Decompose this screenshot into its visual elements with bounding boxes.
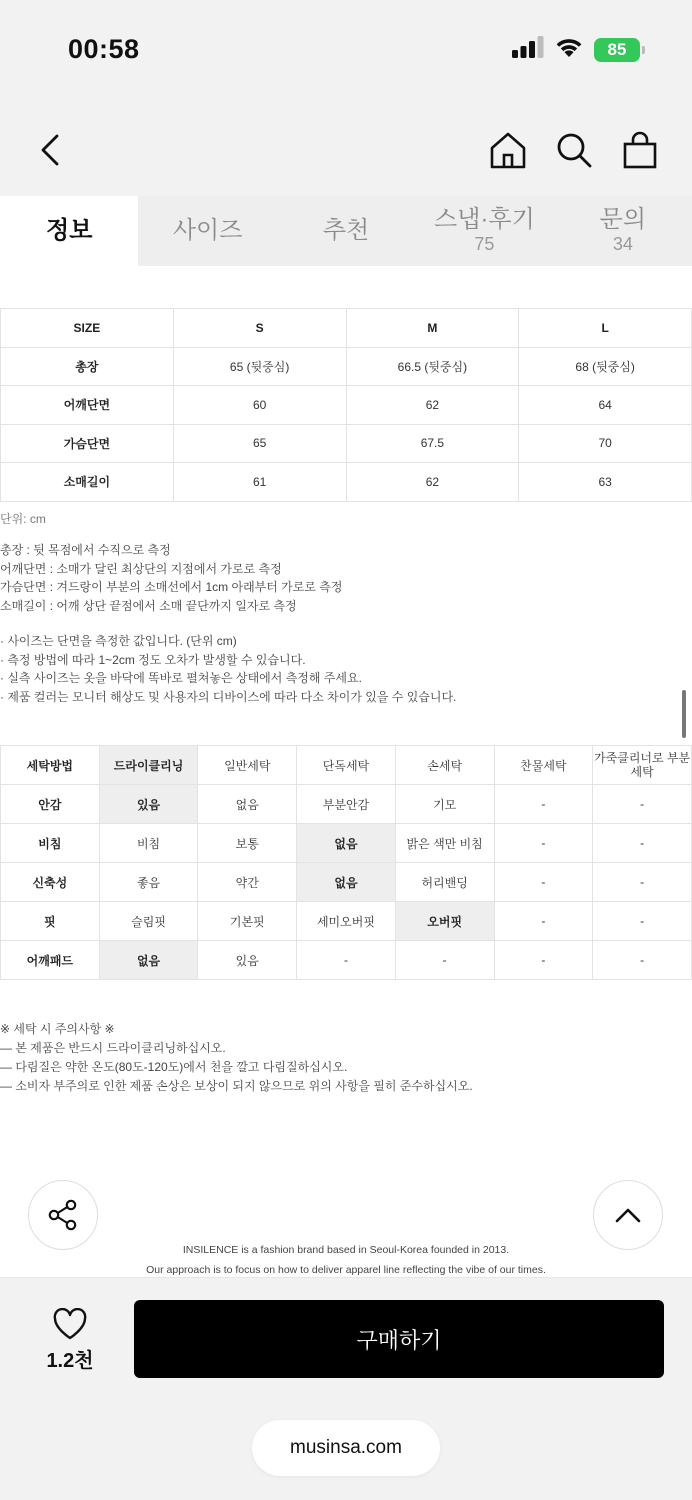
measure-notes xyxy=(0,541,342,615)
table-cell: 63 xyxy=(519,463,692,502)
row-label: 핏 xyxy=(1,902,100,941)
table-cell: - xyxy=(593,824,692,863)
note-line: — 다림질은 약한 온도(80도-120도)에서 천을 깔고 다림질하십시오. xyxy=(0,1060,348,1074)
note-line: — 본 제품은 반드시 드라이클리닝하십시오. xyxy=(0,1041,226,1055)
row-label: 가슴단면 xyxy=(1,424,174,463)
note-line: 가슴단면 : 겨드랑이 부분의 소매선에서 1cm 아래부터 가로로 측정 xyxy=(0,580,343,594)
table-cell: - xyxy=(593,902,692,941)
home-icon xyxy=(488,130,528,170)
table-cell: 있음 xyxy=(99,785,198,824)
table-row xyxy=(1,463,692,502)
table-cell: 약간 xyxy=(198,863,297,902)
table-header: SIZE xyxy=(1,309,174,348)
tab-snap-review[interactable] xyxy=(415,196,553,266)
table-row xyxy=(1,424,692,463)
product-tabs xyxy=(0,196,692,266)
tab-label: 추천 xyxy=(322,216,370,244)
wifi-icon xyxy=(554,36,584,63)
row-label: 비침 xyxy=(1,824,100,863)
table-cell: - xyxy=(593,785,692,824)
table-cell: - xyxy=(297,941,396,980)
note-line: — 소비자 부주의로 인한 제품 손상은 보상이 되지 않으므로 위의 사항을 필히 준수하십시오. xyxy=(0,1079,473,1093)
table-cell: 없음 xyxy=(297,824,396,863)
share-icon xyxy=(46,1198,80,1232)
note-line: · 사이즈는 단면을 측정한 값입니다. (단위 cm) xyxy=(0,634,237,648)
row-label: 안감 xyxy=(1,785,100,824)
table-cell: - xyxy=(494,941,593,980)
size-notes xyxy=(0,632,456,706)
tab-label: 정보 xyxy=(46,216,93,244)
cart-button[interactable] xyxy=(618,128,662,172)
table-row xyxy=(1,824,692,863)
back-button[interactable] xyxy=(30,128,70,172)
tab-count: 75 xyxy=(474,234,495,255)
table-header: 손세탁 xyxy=(395,746,494,785)
table-row xyxy=(1,941,692,980)
tab-label: 사이즈 xyxy=(172,216,243,244)
search-icon xyxy=(554,130,594,170)
table-header: 단독세탁 xyxy=(297,746,396,785)
table-cell: 70 xyxy=(519,424,692,463)
note-line: 총장 : 뒷 목점에서 수직으로 측정 xyxy=(0,543,171,557)
table-cell: 67.5 xyxy=(346,424,519,463)
header-actions xyxy=(486,128,662,172)
table-cell: 세미오버핏 xyxy=(297,902,396,941)
table-cell: - xyxy=(593,941,692,980)
table-cell: 62 xyxy=(346,386,519,425)
note-line: · 제품 컬러는 모니터 해상도 및 사용자의 디바이스에 따라 다소 차이가 있을 수 있습니다. xyxy=(0,689,457,704)
table-cell: 65 xyxy=(173,424,346,463)
tab-label: 문의 xyxy=(599,205,647,233)
battery-icon xyxy=(594,38,640,62)
table-header: L xyxy=(519,309,692,348)
chevron-up-icon xyxy=(614,1206,642,1224)
note-line: ※ 세탁 시 주의사항 ※ xyxy=(0,1022,115,1036)
status-icons xyxy=(512,36,640,63)
tab-info[interactable] xyxy=(0,196,138,266)
note-line: 어깨단면 : 소매가 달린 최상단의 지점에서 가로로 측정 xyxy=(0,561,282,576)
status-time: 00:58 xyxy=(68,34,140,64)
table-cell: 있음 xyxy=(198,941,297,980)
table-cell: 비침 xyxy=(99,824,198,863)
table-cell: 부분안감 xyxy=(297,785,396,824)
table-cell: - xyxy=(494,902,593,941)
table-cell: 68 (뒷중심) xyxy=(519,347,692,386)
tab-size[interactable] xyxy=(138,196,276,266)
table-header-row xyxy=(1,309,692,348)
cellular-signal-icon xyxy=(512,36,544,63)
table-cell: - xyxy=(494,824,593,863)
table-row xyxy=(1,386,692,425)
tab-recommend[interactable] xyxy=(277,196,415,266)
table-cell: 기본핏 xyxy=(198,902,297,941)
brand-approach: Our approach is to focus on how to deliver apparel line reflecting the vibe of our times. xyxy=(146,1264,546,1276)
home-button[interactable] xyxy=(486,128,530,172)
table-header: 찬물세탁 xyxy=(494,746,593,785)
table-cell: 61 xyxy=(173,463,346,502)
status-bar xyxy=(0,0,692,100)
table-header: M xyxy=(346,309,519,348)
table-cell: 오버핏 xyxy=(395,902,494,941)
table-header: S xyxy=(173,309,346,348)
browser-url-bar[interactable]: musinsa.com xyxy=(252,1420,440,1476)
table-header: 가죽클리너로 부분세탁 xyxy=(593,746,692,785)
row-label: 총장 xyxy=(1,347,174,386)
note-line: · 측정 방법에 따라 1~2cm 정도 오차가 발생할 수 있습니다. xyxy=(0,652,306,667)
table-cell: 보통 xyxy=(198,824,297,863)
like-count: 1.2천 xyxy=(46,1349,94,1372)
table-cell: 62 xyxy=(346,463,519,502)
size-table xyxy=(0,308,692,502)
heart-icon xyxy=(52,1308,88,1340)
table-cell: - xyxy=(395,941,494,980)
table-cell: 없음 xyxy=(297,863,396,902)
table-cell: - xyxy=(494,863,593,902)
row-label: 어깨패드 xyxy=(1,941,100,980)
back-chevron-icon xyxy=(39,133,61,167)
table-cell: 허리밴딩 xyxy=(395,863,494,902)
table-header: 세탁방법 xyxy=(1,746,100,785)
brand-description: INSILENCE is a fashion brand based in Seoul-Korea founded in 2013. xyxy=(182,1244,510,1256)
shopping-bag-icon xyxy=(620,130,660,170)
wash-info-table xyxy=(0,745,692,980)
table-row xyxy=(1,785,692,824)
unit-note: 단위: cm xyxy=(0,512,46,526)
table-cell: 없음 xyxy=(198,785,297,824)
row-label: 어깨단면 xyxy=(1,386,174,425)
table-cell: 65 (뒷중심) xyxy=(173,347,346,386)
battery-level: 85 xyxy=(607,39,627,59)
table-cell: 기모 xyxy=(395,785,494,824)
table-cell: 없음 xyxy=(99,941,198,980)
table-header: 드라이클리닝 xyxy=(99,746,198,785)
table-cell: 좋음 xyxy=(99,863,198,902)
table-row xyxy=(1,902,692,941)
scrollbar[interactable] xyxy=(682,690,686,738)
table-cell: - xyxy=(494,785,593,824)
bottom-action-bar xyxy=(0,1277,692,1500)
table-cell: 66.5 (뒷중심) xyxy=(346,347,519,386)
table-row xyxy=(1,863,692,902)
buy-button[interactable]: 구매하기 xyxy=(134,1300,664,1378)
table-row xyxy=(1,347,692,386)
tab-count: 34 xyxy=(612,234,633,255)
search-button[interactable] xyxy=(552,128,596,172)
tab-inquiry[interactable] xyxy=(554,196,692,266)
app-header xyxy=(0,100,692,196)
share-button[interactable] xyxy=(28,1180,98,1250)
note-line: · 실측 사이즈는 옷을 바닥에 똑바로 펼쳐놓은 상태에서 측정해 주세요. xyxy=(0,671,362,685)
table-cell: 64 xyxy=(519,386,692,425)
table-cell: 슬림핏 xyxy=(99,902,198,941)
note-line: 소매길이 : 어깨 상단 끝점에서 소매 끝단까지 일자로 측정 xyxy=(0,598,297,613)
table-header: 일반세탁 xyxy=(198,746,297,785)
row-label: 신축성 xyxy=(1,863,100,902)
table-cell: 밝은 색만 비침 xyxy=(395,824,494,863)
like-button[interactable] xyxy=(30,1300,110,1380)
tab-label: 스냅·후기 xyxy=(434,205,535,233)
table-header-row xyxy=(1,746,692,785)
scroll-top-button[interactable] xyxy=(593,1180,663,1250)
table-cell: 60 xyxy=(173,386,346,425)
care-notes xyxy=(0,1020,473,1096)
table-cell: - xyxy=(593,863,692,902)
row-label: 소매길이 xyxy=(1,463,174,502)
